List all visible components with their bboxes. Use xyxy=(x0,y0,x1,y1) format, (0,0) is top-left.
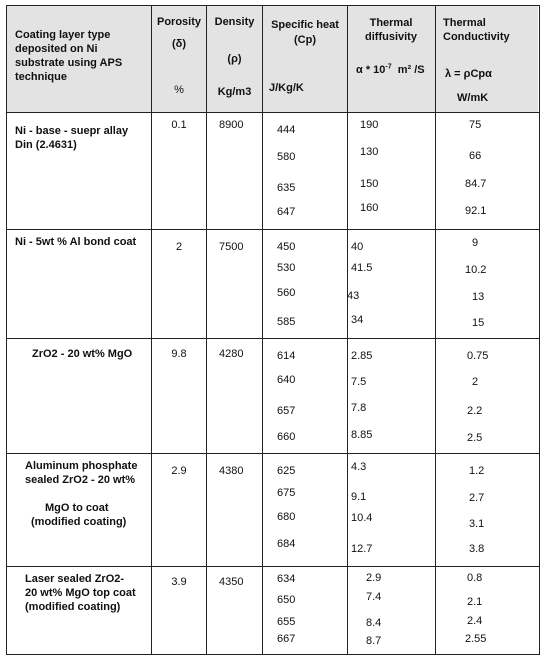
column-divider xyxy=(206,6,207,654)
cp-value: 625 xyxy=(277,465,296,477)
alpha-value: 34 xyxy=(351,314,364,326)
porosity-value: 2 xyxy=(175,241,183,253)
cp-value: 655 xyxy=(277,616,296,628)
porosity-value: 3.9 xyxy=(171,576,187,588)
lambda-value: 3.8 xyxy=(469,543,485,555)
porosity-value: 0.1 xyxy=(171,119,187,131)
alpha-value: 2.85 xyxy=(351,350,373,362)
alpha-value: 8.7 xyxy=(366,635,382,647)
lambda-value: 0.75 xyxy=(467,350,489,362)
alpha-value: 2.9 xyxy=(366,572,382,584)
column-divider xyxy=(347,6,348,654)
lambda-value: 75 xyxy=(469,119,482,131)
header-conductivity-formula: λ = ρCpα xyxy=(445,68,492,80)
properties-table xyxy=(6,5,540,655)
lambda-value: 2.5 xyxy=(467,432,483,444)
header-porosity-title: Porosity xyxy=(156,16,201,28)
lambda-value: 2.1 xyxy=(467,596,483,608)
cp-value: 667 xyxy=(277,633,296,645)
header-specific-heat-unit: J/Kg/K xyxy=(269,82,304,94)
header-diffusivity-title: Thermal diffusivity xyxy=(365,17,417,43)
density-value: 8900 xyxy=(219,119,244,131)
cp-value: 640 xyxy=(277,374,296,386)
alpha-value: 43 xyxy=(347,290,360,302)
cp-value: 660 xyxy=(277,431,296,443)
lambda-value: 84.7 xyxy=(465,178,487,190)
header-specific-heat-title: Specific heat xyxy=(271,19,339,31)
lambda-value: 92.1 xyxy=(465,205,487,217)
lambda-value: 10.2 xyxy=(465,264,487,276)
alpha-value: 190 xyxy=(360,119,379,131)
alpha-value: 8.85 xyxy=(351,429,373,441)
cp-value: 635 xyxy=(277,182,296,194)
header-density-unit: Kg/m3 xyxy=(217,86,252,98)
cp-value: 580 xyxy=(277,151,296,163)
cp-value: 647 xyxy=(277,206,296,218)
coating-name-line: sealed ZrO2 - 20 wt% xyxy=(25,474,136,486)
alpha-value: 41.5 xyxy=(351,262,373,274)
lambda-value: 2.4 xyxy=(467,615,483,627)
coating-name-line: 20 wt% MgO top coat xyxy=(25,587,136,599)
alpha-value: 7.4 xyxy=(366,591,382,603)
cp-value: 634 xyxy=(277,573,296,585)
lambda-value: 9 xyxy=(472,237,479,249)
cp-value: 657 xyxy=(277,405,296,417)
cp-value: 614 xyxy=(277,350,296,362)
row-divider xyxy=(7,229,539,230)
porosity-value: 2.9 xyxy=(171,465,187,477)
header-porosity-symbol: (δ) xyxy=(172,38,186,50)
cp-value: 680 xyxy=(277,511,296,523)
coating-name: Ni - base - suepr allay Din (2.4631) xyxy=(15,125,129,151)
lambda-value: 13 xyxy=(472,291,485,303)
lambda-value: 0.8 xyxy=(467,572,483,584)
density-value: 4350 xyxy=(219,576,244,588)
density-value: 4380 xyxy=(219,465,244,477)
lambda-value: 2.7 xyxy=(469,492,485,504)
alpha-value: 12.7 xyxy=(351,543,373,555)
row-divider xyxy=(7,453,539,454)
porosity-value: 9.8 xyxy=(171,348,187,360)
header-specific-heat-symbol: (Cp) xyxy=(294,34,316,46)
header-conductivity-unit: W/mK xyxy=(457,92,489,104)
cp-value: 444 xyxy=(277,124,296,136)
alpha-value: 4.3 xyxy=(351,461,367,473)
coating-name: Ni - 5wt % Al bond coat xyxy=(15,236,137,248)
coating-name-line: MgO to coat xyxy=(45,502,109,514)
cp-value: 675 xyxy=(277,487,296,499)
alpha-value: 9.1 xyxy=(351,491,367,503)
alpha-value: 160 xyxy=(360,202,379,214)
cp-value: 560 xyxy=(277,287,296,299)
cp-value: 450 xyxy=(277,241,296,253)
alpha-value: 130 xyxy=(360,146,379,158)
alpha-value: 8.4 xyxy=(366,617,382,629)
cp-value: 530 xyxy=(277,262,296,274)
column-divider xyxy=(435,6,436,654)
coating-name-line: (modified coating) xyxy=(25,601,121,613)
header-porosity-unit: % xyxy=(174,84,184,96)
header-density-title: Density xyxy=(214,16,255,28)
alpha-value: 40 xyxy=(351,241,364,253)
cp-value: 684 xyxy=(277,538,296,550)
lambda-value: 2.2 xyxy=(467,405,483,417)
column-divider xyxy=(262,6,263,654)
header-density-symbol: (ρ) xyxy=(227,53,242,65)
cp-value: 650 xyxy=(277,594,296,606)
alpha-value: 150 xyxy=(360,178,379,190)
coating-name-line: (modified coating) xyxy=(31,516,127,528)
alpha-value: 7.5 xyxy=(351,376,367,388)
alpha-value: 7.8 xyxy=(351,402,367,414)
column-divider xyxy=(151,6,152,654)
alpha-value: 10.4 xyxy=(351,512,373,524)
header-conductivity-title: Thermal Conductivity xyxy=(443,17,510,43)
lambda-value: 66 xyxy=(469,150,482,162)
row-divider xyxy=(7,566,539,567)
header-diffusivity-formula: α * $10^{-7}$ m² /S xyxy=(356,63,425,76)
lambda-value: 3.1 xyxy=(469,518,485,530)
row-divider xyxy=(7,112,539,113)
density-value: 4280 xyxy=(219,348,244,360)
header-coating: Coating layer type deposited on Ni substrate using APS technique xyxy=(15,29,123,83)
lambda-value: 2.55 xyxy=(465,633,487,645)
density-value: 7500 xyxy=(219,241,244,253)
row-divider xyxy=(7,338,539,339)
lambda-value: 2 xyxy=(472,376,479,388)
lambda-value: 15 xyxy=(472,317,485,329)
coating-name: ZrO2 - 20 wt% MgO xyxy=(32,348,133,360)
coating-name-line: Aluminum phosphate xyxy=(25,460,138,472)
coating-name-line: Laser sealed ZrO2- xyxy=(25,573,125,585)
cp-value: 585 xyxy=(277,316,296,328)
lambda-value: 1.2 xyxy=(469,465,485,477)
